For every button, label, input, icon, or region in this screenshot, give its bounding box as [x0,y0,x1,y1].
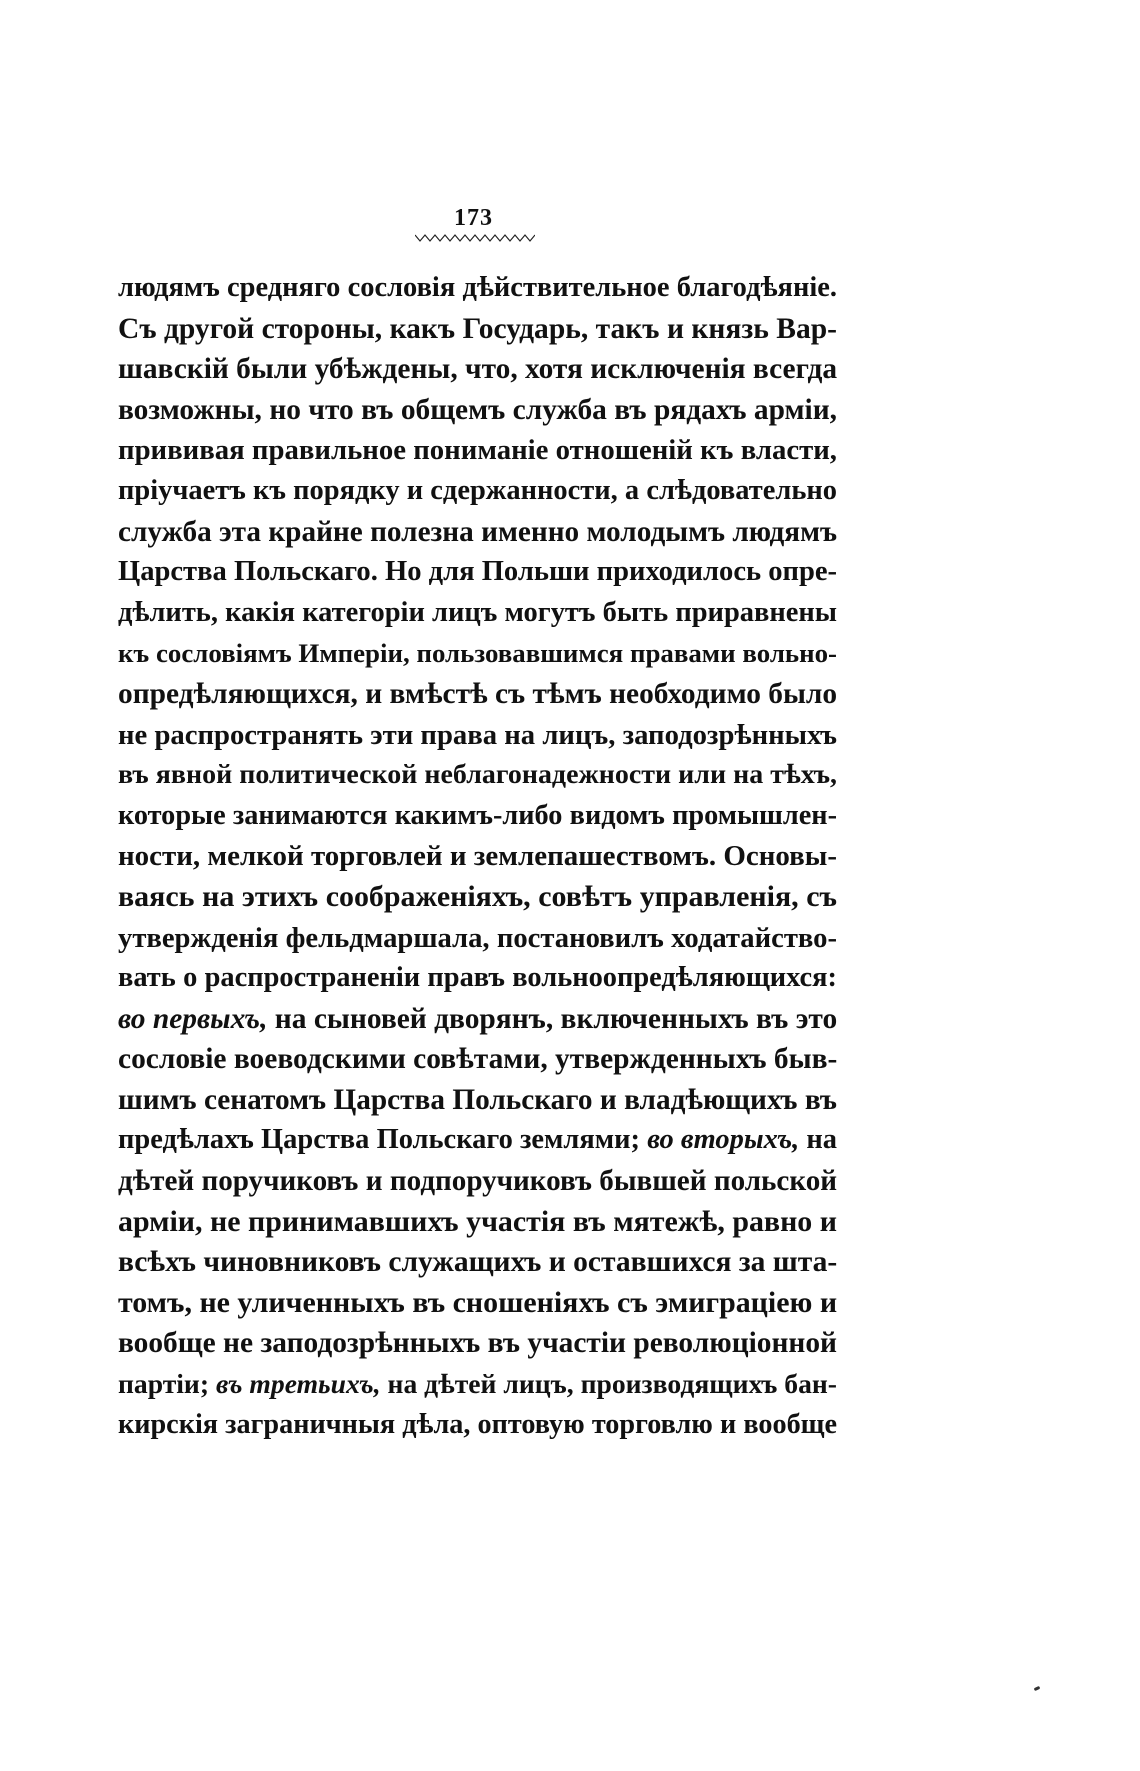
italic-term: во вторыхъ, [647,1124,800,1156]
text-line [118,715,837,756]
line-text: служба эта крайне полезна именно молодымъ людямъ [118,515,838,548]
text-line [118,836,837,877]
text-line [118,674,837,715]
text-line [118,999,837,1040]
text-line [118,1364,837,1405]
text-line [118,796,837,837]
italic-term: во первыхъ, [118,1002,268,1035]
text-line [118,755,837,796]
line-text: вообще не заподозрѣнныхъ въ участіи революціонной [118,1327,837,1360]
text-line [118,958,837,999]
italic-term: въ третьихъ, [215,1368,381,1400]
text-line [118,1242,837,1283]
text-line [118,430,837,471]
line-text: въ явной политической неблагонадежности или на тѣхъ, [118,759,837,791]
line-text: вать о распространеніи правъ вольноопредѣляющихся: [118,962,837,994]
text-line [118,1283,837,1324]
line-text: арміи, не принимавшихъ участія въ мятежѣ, равно и [118,1204,837,1238]
line-text: дѣлить, какія категоріи лицъ могутъ быть приравнены [118,596,837,628]
text-line [118,268,837,309]
text-line [118,918,837,959]
text-line [118,349,837,390]
text-line [118,1323,837,1364]
line-text: утвержденія фельдмаршала, постановилъ ходатайство- [118,921,837,954]
line-text: которые занимаются какимъ-либо видомъ промышлен- [118,799,837,831]
line-text: пріучаетъ къ порядку и сдержанности, а слѣдовательно [118,474,837,506]
line-text: не распространять эти права на лицъ, заподозрѣнныхъ [118,718,837,751]
line-text: на [799,1124,838,1156]
text-line [118,1080,837,1121]
text-line [118,633,837,674]
text-line [118,1120,837,1161]
text-line [118,593,837,634]
text-line [118,390,837,431]
line-text: всѣхъ чиновниковъ служащихъ и оставшихся за шта- [118,1246,838,1279]
text-line [118,1161,837,1202]
line-text: Царства Польскаго. Но для Польши приходилось опре- [118,556,838,588]
text-line [118,1405,837,1446]
text-line [118,471,837,512]
text-line [118,552,837,593]
line-text: возможны, но что въ общемъ служба въ рядахъ арміи, [118,393,837,426]
line-text: на сыновей дворянъ, включенныхъ въ это [267,1002,838,1035]
text-line [118,1202,837,1243]
body-text [118,268,837,1445]
line-text: Съ другой стороны, какъ Государь, такъ и князь Вар- [118,312,837,345]
line-text: партіи; [118,1368,216,1400]
line-text: ваясь на этихъ соображеніяхъ, совѣтъ управленія, съ [118,879,837,913]
line-text: опредѣляющихся, и вмѣстѣ съ тѣмъ необходимо было [118,677,838,710]
line-text: дѣтей поручиковъ и подпоручиковъ бывшей польской [118,1165,837,1198]
line-text: прививая правильное пониманіе отношеній къ власти, [118,434,837,467]
line-text: къ сословіямъ Имперіи, пользовавшимся правами вольно- [118,638,837,669]
text-line [118,512,837,553]
line-text: шавскій были убѣждены, что, хотя исключенія всегда [118,353,838,386]
text-line [118,1039,837,1080]
line-text: сословіе воеводскими совѣтами, утвержденныхъ быв- [118,1043,838,1076]
text-line [118,877,837,918]
page-number-ornament [415,233,535,243]
line-text: томъ, не уличенныхъ въ сношеніяхъ съ эмиграціею и [118,1285,838,1319]
line-text: ности, мелкой торговлей и землепашествомъ. Основы- [118,840,837,873]
line-text: на дѣтей лицъ, производящихъ бан- [380,1368,837,1400]
page-number: 173 [454,205,493,231]
line-text: людямъ средняго сословія дѣйствительное благодѣяніе. [118,272,837,303]
line-text: шимъ сенатомъ Царства Польскаго и владѣющихъ въ [118,1083,837,1116]
line-text: кирскія заграничныя дѣла, оптовую торговлю и вообще [118,1408,837,1440]
line-text: предѣлахъ Царства Польскаго землями; [118,1124,648,1156]
text-line [118,309,837,350]
scan-speck [1034,1686,1041,1691]
